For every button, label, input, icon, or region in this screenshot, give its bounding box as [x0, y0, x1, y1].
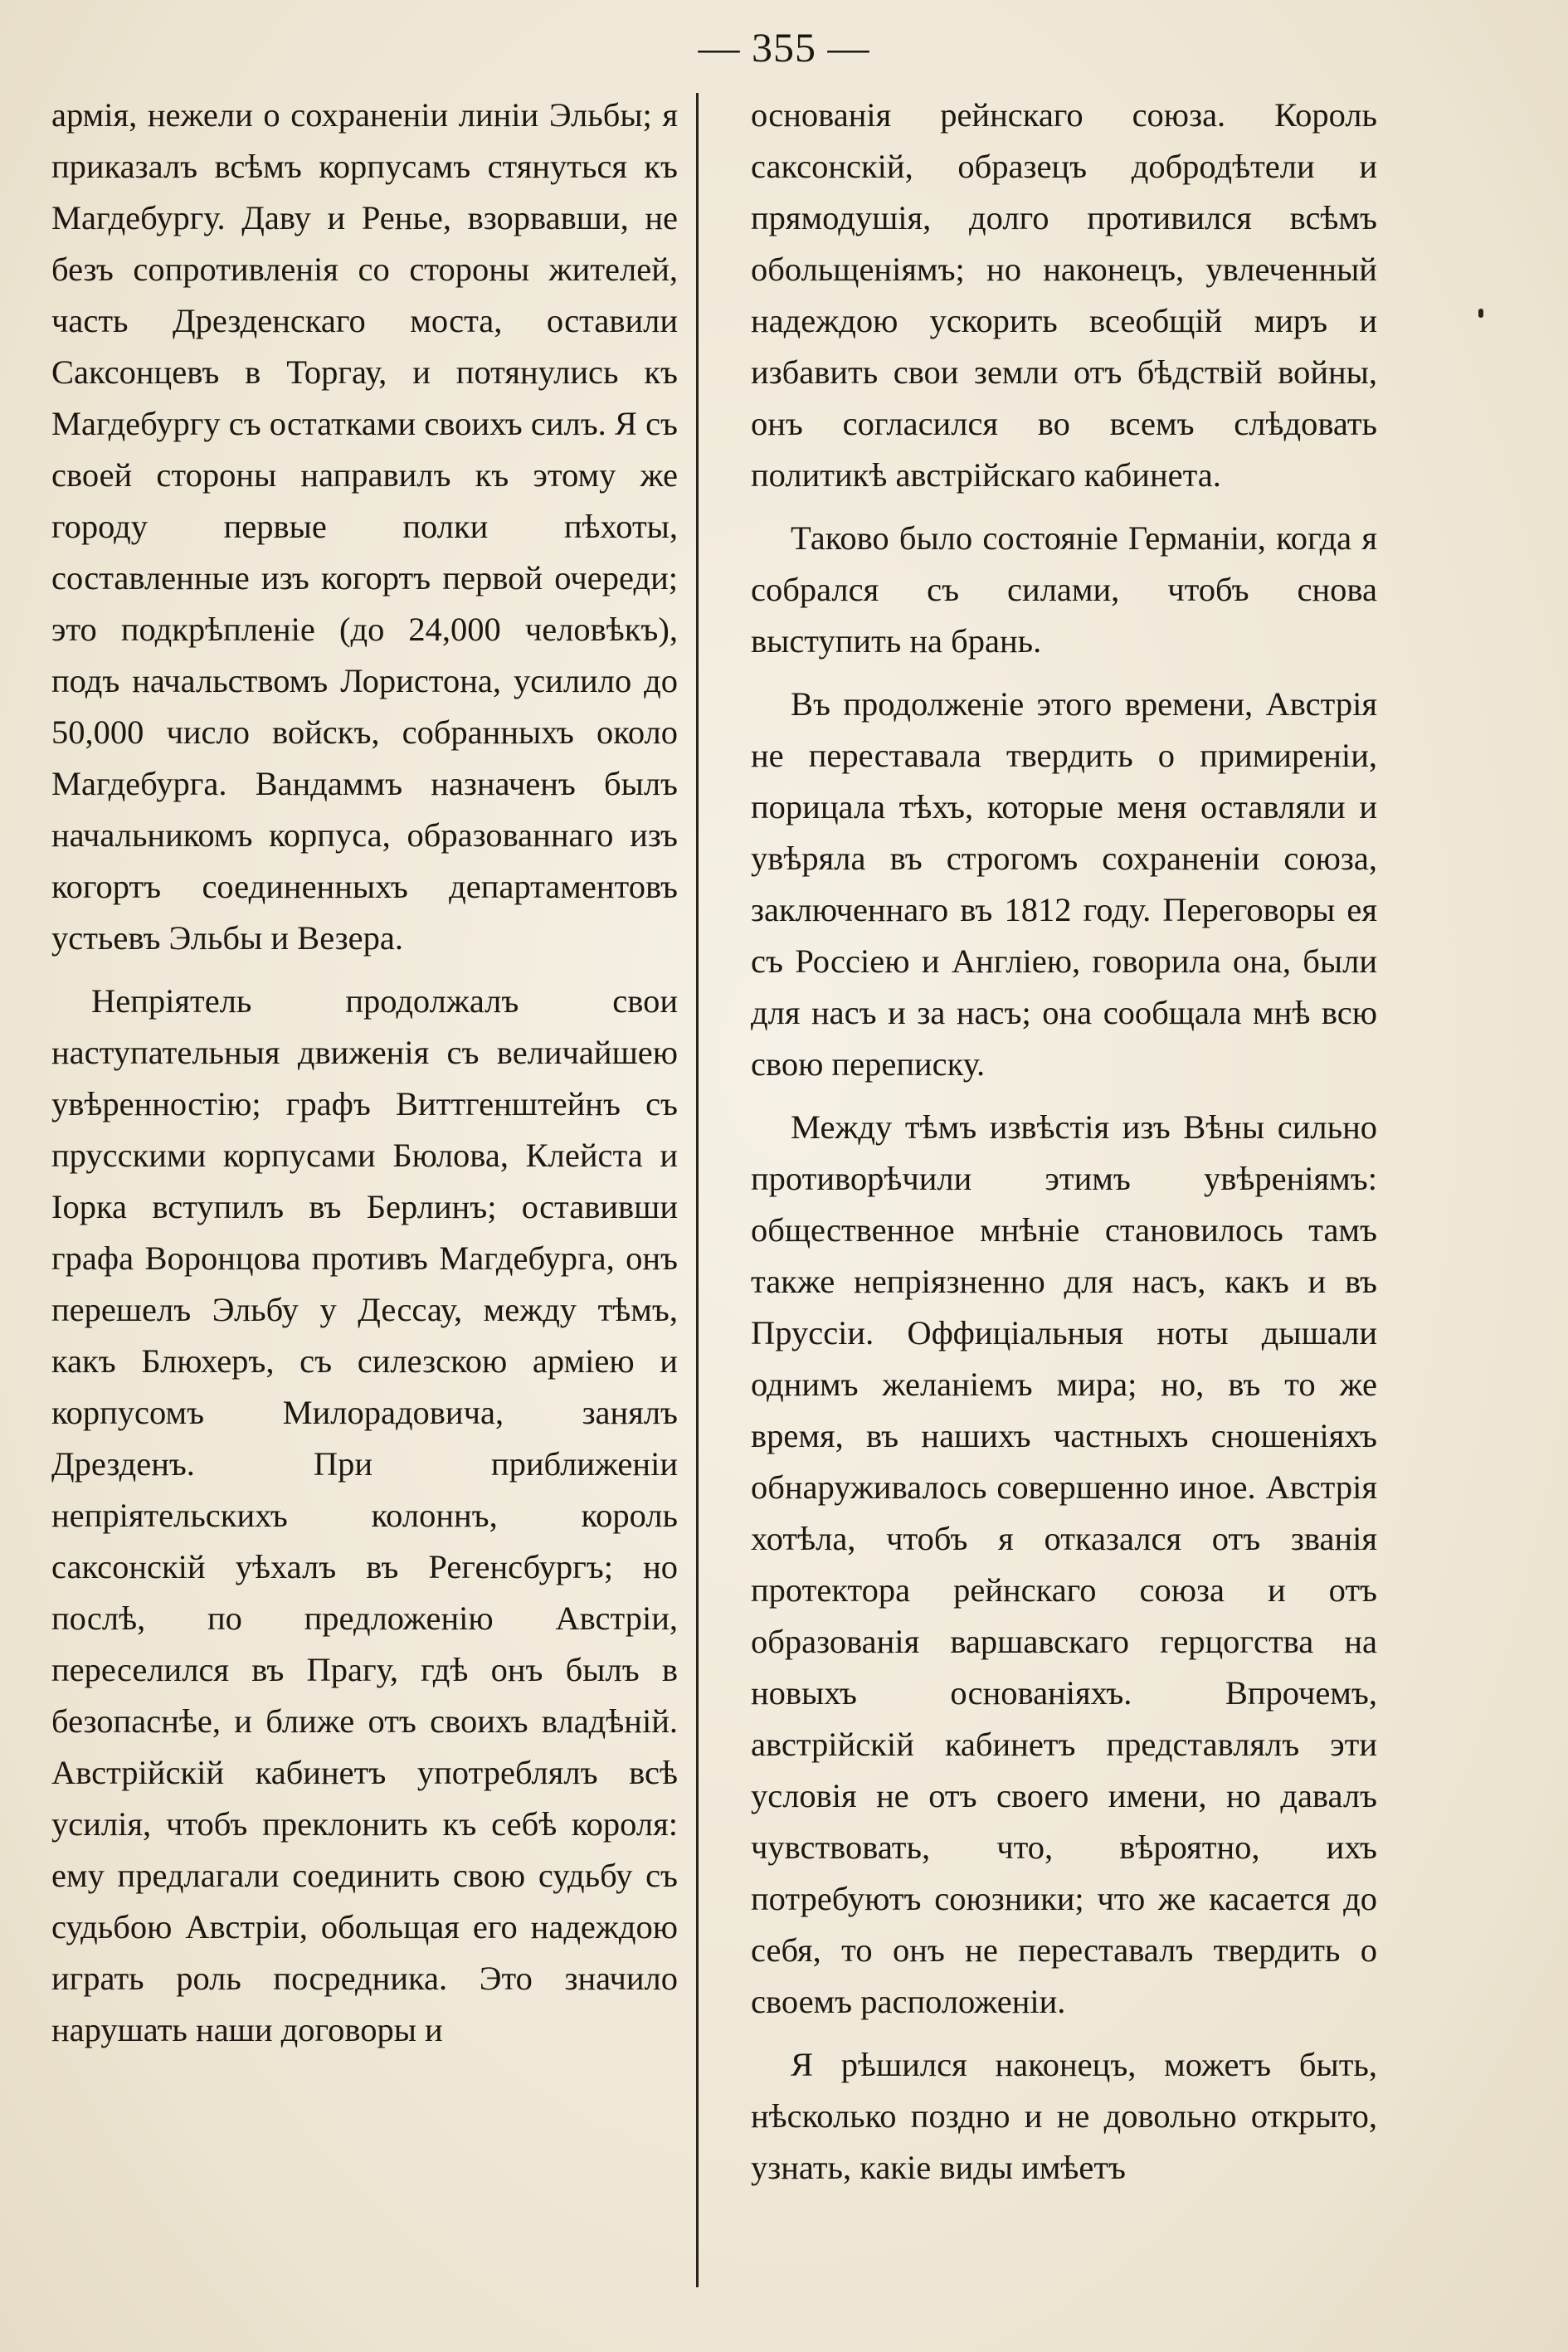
right-paragraph-3: Въ продолженіе этого времени, Австрія не переставала твердить о примиреніи, порицала тѣхъ, которые меня оставляли и увѣряла въ строгомъ сохраненіи союза, заключеннаго въ 1812 году. Переговоры ея съ Россіею и Англіею, говорила она, были для насъ и за насъ; она сообщала мнѣ всю свою переписку. — [751, 685, 1377, 1083]
ink-speck — [1478, 309, 1483, 318]
left-paragraph-1: армія, нежели о сохраненіи линіи Эльбы; я приказалъ всѣмъ корпусамъ стянуться къ Магдебургу. Даву и Ренье, взорвавши, не безъ сопротивленія со стороны жителей, часть Дрезденскаго моста, оставили Саксонцевъ в Торгау, и потянулись къ Магдебургу съ остатками своихъ силъ. Я съ своей стороны направилъ къ этому же городу первые полки пѣхоты, составленные изъ когортъ первой очереди; это подкрѣпленіе (до 24,000 человѣкъ), подъ начальствомъ Лористона, усилило до 50,000 число войскъ, собранныхъ около Магдебурга. Вандаммъ назначенъ былъ начальникомъ корпуса, образованнаго изъ когортъ соединенныхъ департаментовъ устьевъ Эльбы и Везера. — [51, 96, 678, 957]
page-number: — 355 — — [698, 24, 870, 71]
right-column — [751, 90, 1377, 2205]
left-column — [51, 90, 678, 2067]
right-paragraph-1: основанія рейнскаго союза. Король саксонскій, образецъ добродѣтели и прямодушія, долго противился всѣмъ обольщеніямъ; но наконецъ, увлеченный надеждою ускорить всеобщій миръ и избавить свои земли отъ бѣдствій войны, онъ согласился во всемъ слѣдовать политикѣ австрійскаго кабинета. — [751, 96, 1377, 494]
right-paragraph-4: Между тѣмъ извѣстія изъ Вѣны сильно противорѣчили этимъ увѣреніямъ: общественное мнѣніе становилось тамъ также непріязненно для насъ, какъ и въ Пруссіи. Оффиціальныя ноты дышали однимъ желаніемъ мира; но, въ то же время, въ нашихъ частныхъ сношеніяхъ обнаруживалось совершенно иное. Австрія хотѣла, чтобъ я отказался отъ званія протектора рейнскаго союза и отъ образованія варшавскаго герцогства на новыхъ основаніяхъ. Впрочемъ, австрійскій кабинетъ представлялъ эти условія не отъ своего имени, но давалъ чувствовать, что, вѣроятно, ихъ потребуютъ союзники; что же касается до себя, то онъ не переставалъ твердить о своемъ расположеніи. — [751, 1108, 1377, 2020]
right-paragraph-2: Таково было состояніе Германіи, когда я собрался съ силами, чтобъ снова выступить на брань. — [751, 519, 1377, 660]
left-paragraph-2: Непріятель продолжалъ свои наступательныя движенія съ величайшею увѣренностію; графъ Виттгенштейнъ съ прусскими корпусами Бюлова, Клейста и Іорка вступилъ въ Берлинъ; оставивши графа Воронцова противъ Магдебурга, онъ перешелъ Эльбу у Дессау, между тѣмъ, какъ Блюхеръ, съ силезскою арміею и корпусомъ Милорадовича, занялъ Дрезденъ. При приближеніи непріятельскихъ колоннъ, король саксонскій уѣхалъ въ Регенсбургъ; но послѣ, по предложенію Австріи, переселился въ Прагу, гдѣ онъ былъ в безопаснѣе, и ближе отъ своихъ владѣній. Австрійскій кабинетъ употреблялъ всѣ усилія, чтобъ преклонить къ себѣ короля: ему предлагали соединить свою судьбу съ судьбою Австріи, обольщая его надеждою играть роль посредника. Это значило нарушать наши договоры и — [51, 982, 678, 2048]
column-divider — [696, 93, 699, 2287]
right-paragraph-5: Я рѣшился наконецъ, можетъ быть, нѣсколько поздно и не довольно открыто, узнать, какіе виды имѣетъ — [751, 2046, 1377, 2186]
